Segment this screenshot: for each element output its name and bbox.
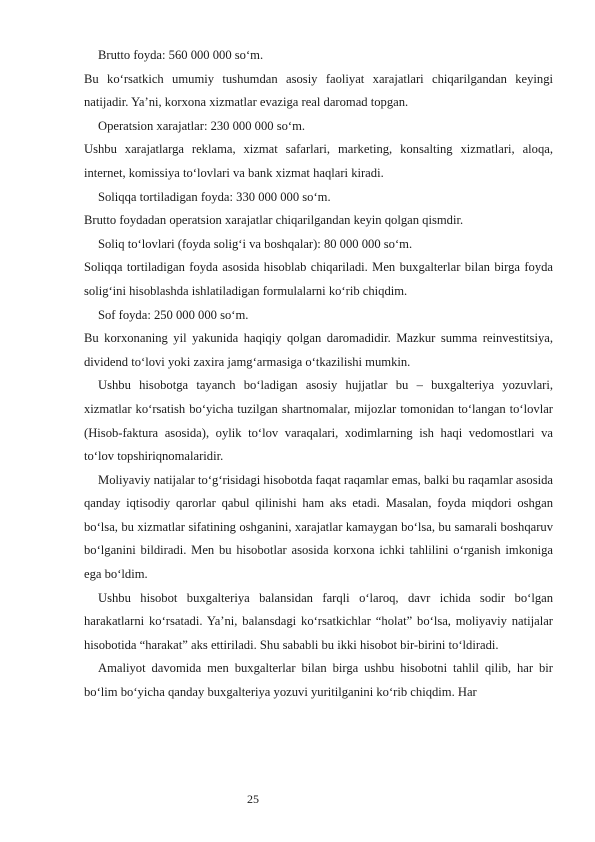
paragraph-soliq-tolovlari: Soliq to‘lovlari (foyda solig‘i va boshqalar): 80 000 000 so‘m.: [98, 236, 413, 251]
paragraph-sof-foyda-explanation: Bu korxonaning yil yakunida haqiqiy qolgan daromadidir. Mazkur summa reinvestitsiya, dividend to‘lovi yoki zaxira jamg‘armasiga o‘tkazilishi mumkin.: [84, 331, 553, 369]
paragraph-brutto-foyda: Brutto foyda: 560 000 000 so‘m.: [98, 48, 264, 62]
paragraph-moliyaviy-natijalar: Moliyaviy natijalar to‘g‘risidagi hisobotda faqat raqamlar emas, balki bu raqamlar asosida qanday iqtisodiy qarorlar qabul qilinishi ham aks etadi. Masalan, foyda miqdori oshgan bo‘lsa, bu xizmatlar sifatining oshganini, xarajatlar kamaygan bo‘lsa, bu samarali boshqaruv bo‘lganini bildiradi. Men bu hisobotlar asosida korxona ichki tahlilini o‘rganish imkoniga ega bo‘ldim.: [84, 472, 553, 582]
paragraph-soliqqa-tortiladigan-foyda: Soliqqa tortiladigan foyda: 330 000 000 so‘m.: [98, 189, 331, 204]
paragraph-operatsion-xarajatlar: Operatsion xarajatlar: 230 000 000 so‘m.: [98, 118, 306, 133]
paragraph-soliqqa-explanation: Brutto foydadan operatsion xarajatlar chiqarilgandan keyin qolgan qismdir.: [84, 213, 464, 228]
paragraph-brutto-explanation: Bu ko‘rsatkich umumiy tushumdan asosiy faoliyat xarajatlari chiqarilgandan keyingi natijadir. Ya’ni, korxona xizmatlar evaziga real daromad topgan.: [84, 71, 553, 110]
paragraph-xarajatlar-explanation: Ushbu xarajatlarga reklama, xizmat safarlari, marketing, konsalting xizmatlari, aloqa, internet, komissiya to‘lovlari va bank xizmat haqlari kiradi.: [84, 142, 553, 180]
page-number: 25: [247, 792, 259, 806]
document-body: [84, 44, 553, 705]
paragraph-balans-farqi: Ushbu hisobot buxgalteriya balansidan farqli o‘laroq, davr ichida sodir bo‘lgan harakatlarni ko‘rsatadi. Ya’ni, balansdagi ko‘rsatkichlar “holat” bo‘lsa, moliyaviy natijalar hisobotida “harakat” aks ettiriladi. Shu sababli bu ikki hisobot bir-birini to‘ldiradi.: [84, 590, 553, 652]
paragraph-amaliyot: Amaliyot davomida men buxgalterlar bilan birga ushbu hisobotni tahlil qilib, har bir bo‘lim bo‘yicha qanday buxgalteriya yozuvi yuritilganini ko‘rib chiqdim. Har: [84, 661, 553, 700]
paragraph-soliq-explanation: Soliqqa tortiladigan foyda asosida hisoblab chiqariladi. Men buxgalterlar bilan birga foyda solig‘ini hisoblashda ishlatiladigan formulalarni ko‘rib chiqdim.: [84, 260, 553, 298]
paragraph-asosiy-hujjatlar: Ushbu hisobotga tayanch bo‘ladigan asosiy hujjatlar bu – buxgalteriya yozuvlari, xizmatlar ko‘rsatish bo‘yicha tuzilgan shartnomalar, mijozlar tomonidan to‘langan to‘lovlar (Hisob-faktura asosida), oylik to‘lov varaqalari, xodimlarning ish haqi vedomostlari va to‘lov topshiriqnomalaridir.: [84, 378, 553, 464]
paragraph-sof-foyda: Sof foyda: 250 000 000 so‘m.: [98, 307, 249, 322]
